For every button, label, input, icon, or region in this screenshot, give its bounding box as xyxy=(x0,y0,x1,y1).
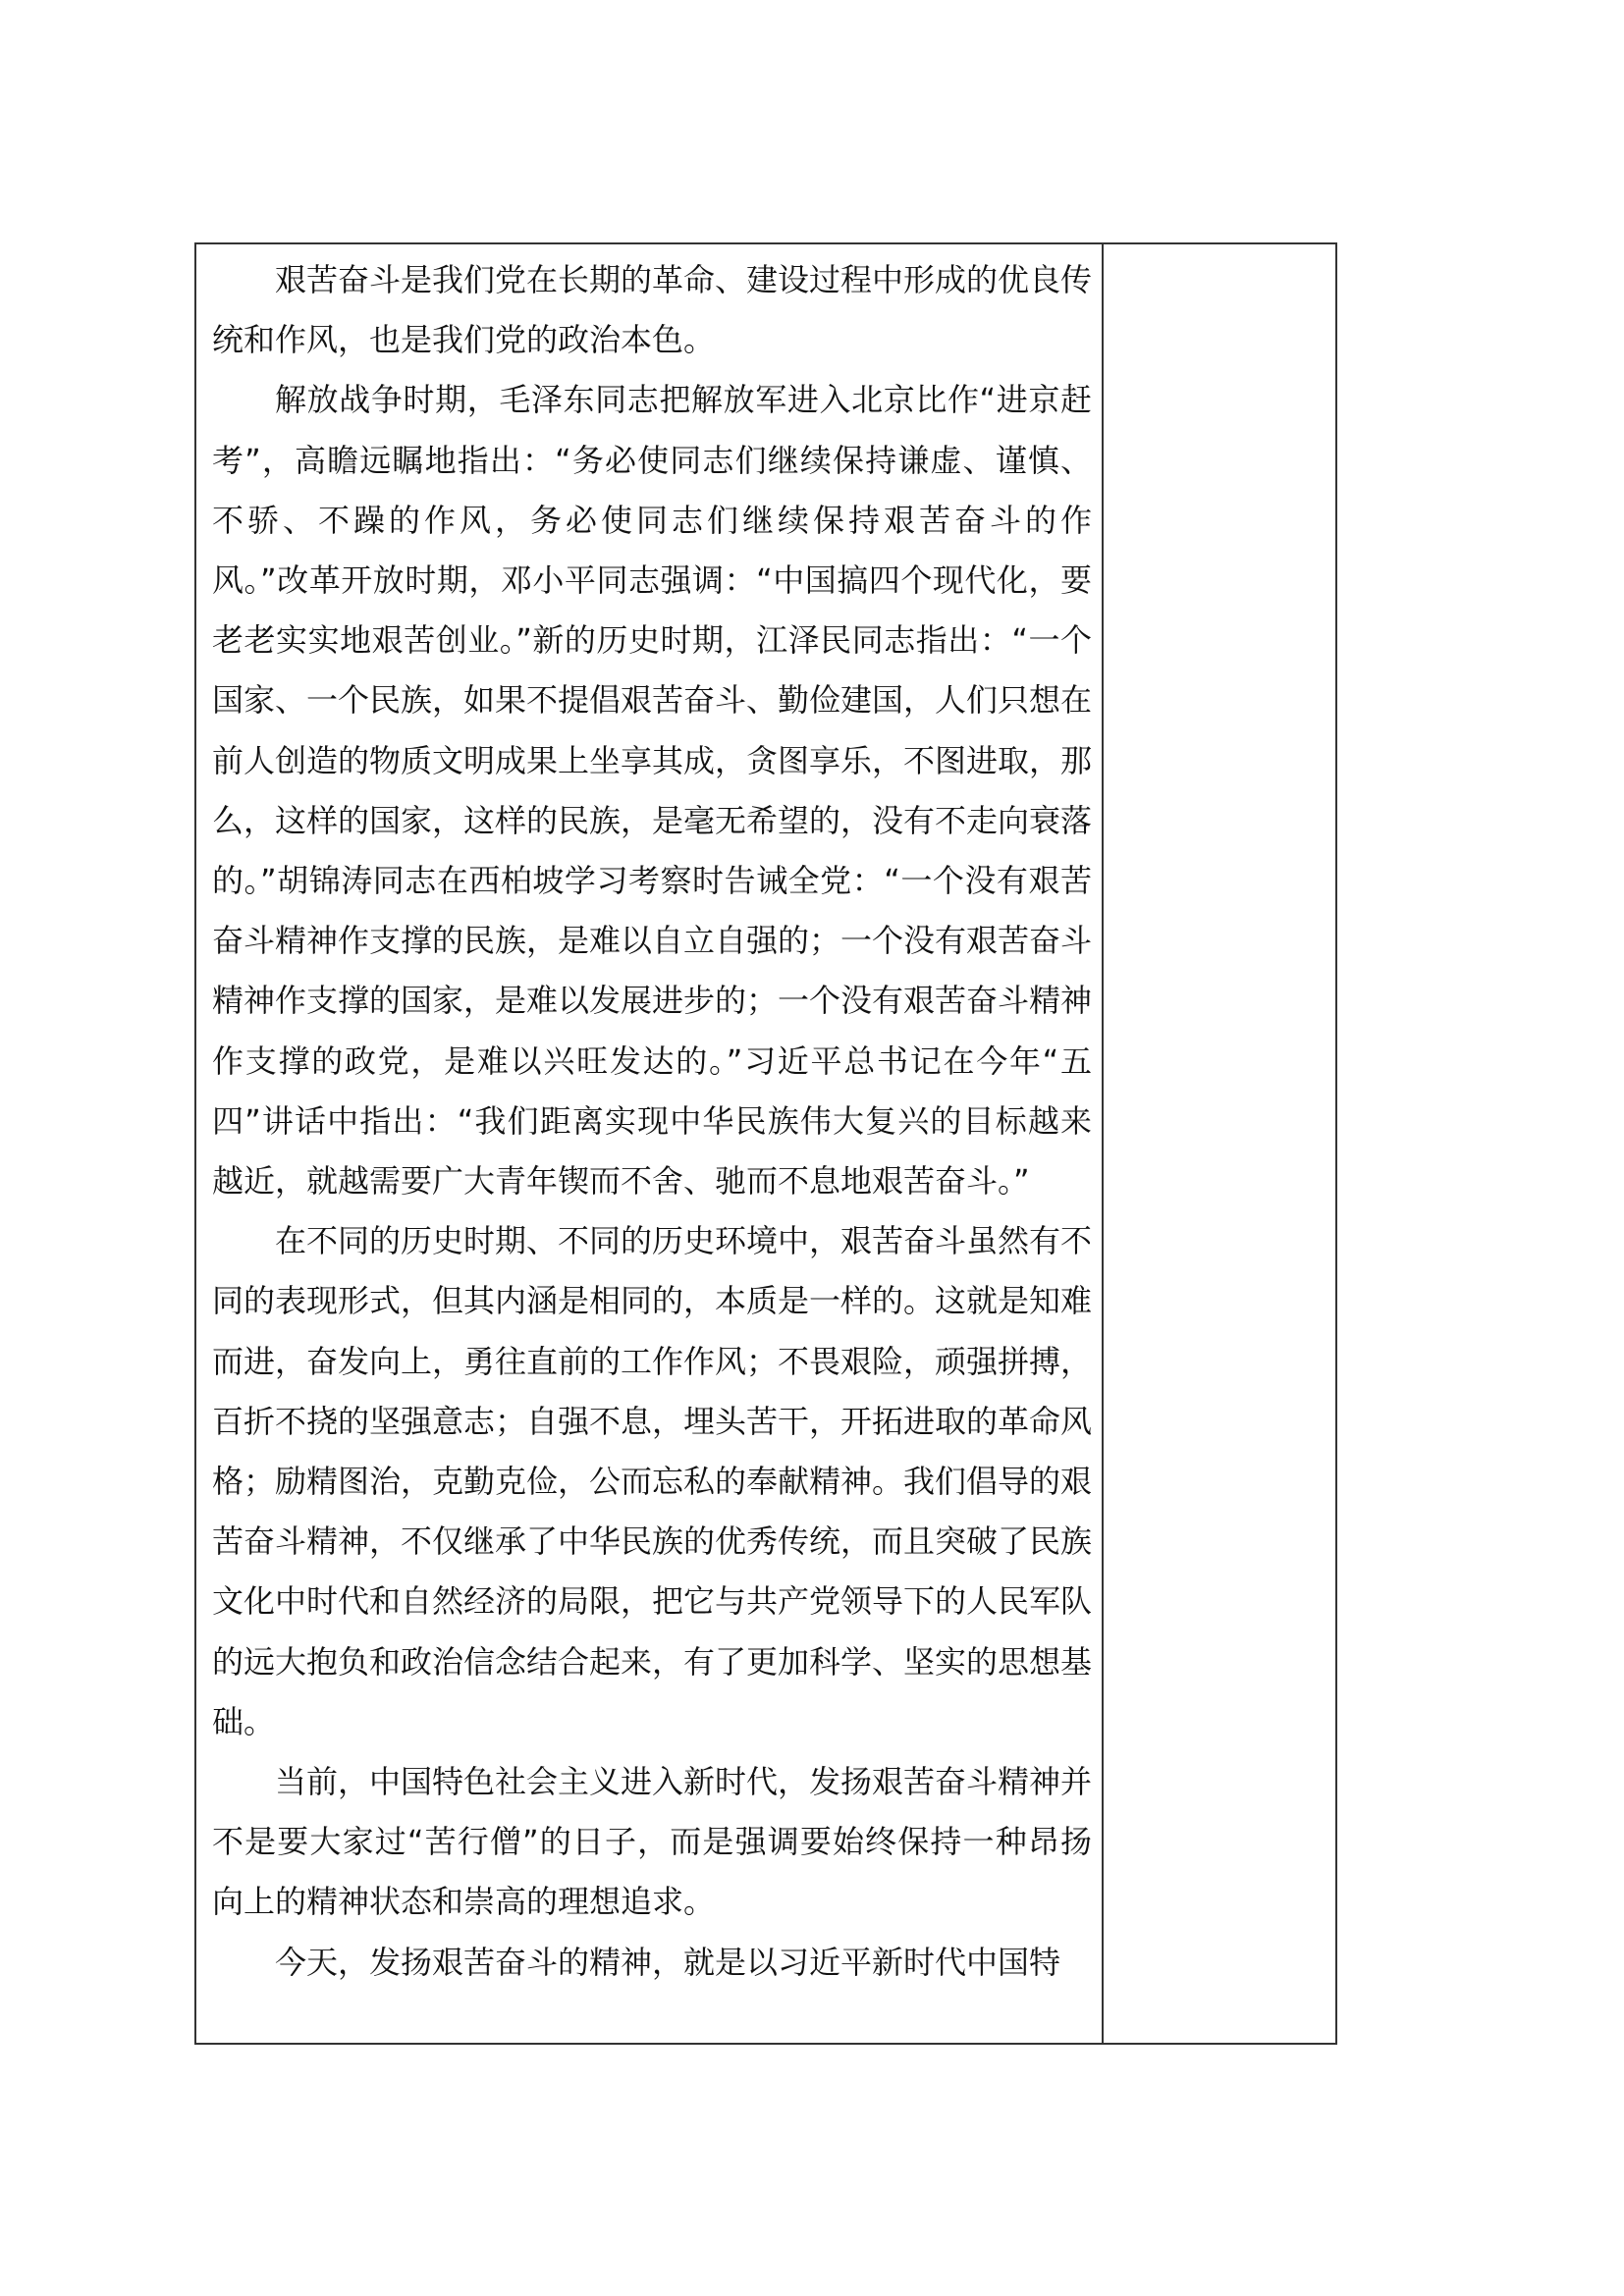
paragraph-4: 当前，中国特色社会主义进入新时代，发扬艰苦奋斗精神并不是要大家过“苦行僧”的日子，而是强调要始终保持一种昂扬向上的精神状态和崇高的理想追求。 xyxy=(212,1763,1092,1921)
paragraph-5: 今天，发扬艰苦奋斗的精神，就是以习近平新时代中国特 xyxy=(275,1943,1061,1981)
paragraph-3: 在不同的历史时期、不同的历史环境中，艰苦奋斗虽然有不同的表现形式，但其内涵是相同的，本质是一样的。这就是知难而进，奋发向上，勇往直前的工作作风；不畏艰险，顽强拼搏，百折不挠的坚强意志；自强不息，埋头苦干，开拓进取的革命风格；励精图治，克勤克俭，公而忘私的奉献精神。我们倡导的艰苦奋斗精神，不仅继承了中华民族的优秀传统，而且突破了民族文化中时代和自然经济的局限，把它与共产党领导下的人民军队的远大抱负和政治信念结合起来，有了更加科学、坚实的思想基础。 xyxy=(212,1222,1092,1740)
document-table xyxy=(194,242,1337,2045)
empty-side-cell xyxy=(1104,244,1335,2043)
paragraph-2: 解放战争时期，毛泽东同志把解放军进入北京比作“进京赶考”，高瞻远瞩地指出：“务必使同志们继续保持谦虚、谨慎、不骄、不躁的作风，务必使同志们继续保持艰苦奋斗的作风。”改革开放时期，邓小平同志强调：“中国搞四个现代化，要老老实实地艰苦创业。”新的历史时期，江泽民同志指出：“一个国家、一个民族，如果不提倡艰苦奋斗、勤俭建国，人们只想在前人创造的物质文明成果上坐享其成，贪图享乐，不图进取，那么，这样的国家，这样的民族，是毫无希望的，没有不走向衰落的。”胡锦涛同志在西柏坡学习考察时告诫全党：“一个没有艰苦奋斗精神作支撑的民族，是难以自立自强的；一个没有艰苦奋斗精神作支撑的国家，是难以发展进步的；一个没有艰苦奋斗精神作支撑的政党，是难以兴旺发达的。”习近平总书记在今年“五四”讲话中指出：“我们距离实现中华民族伟大复兴的目标越来越近，就越需要广大青年锲而不舍、驰而不息地艰苦奋斗。” xyxy=(212,381,1092,1201)
paragraph-1: 艰苦奋斗是我们党在长期的革命、建设过程中形成的优良传统和作风，也是我们党的政治本色。 xyxy=(212,261,1092,359)
text-cell xyxy=(212,250,1092,2041)
